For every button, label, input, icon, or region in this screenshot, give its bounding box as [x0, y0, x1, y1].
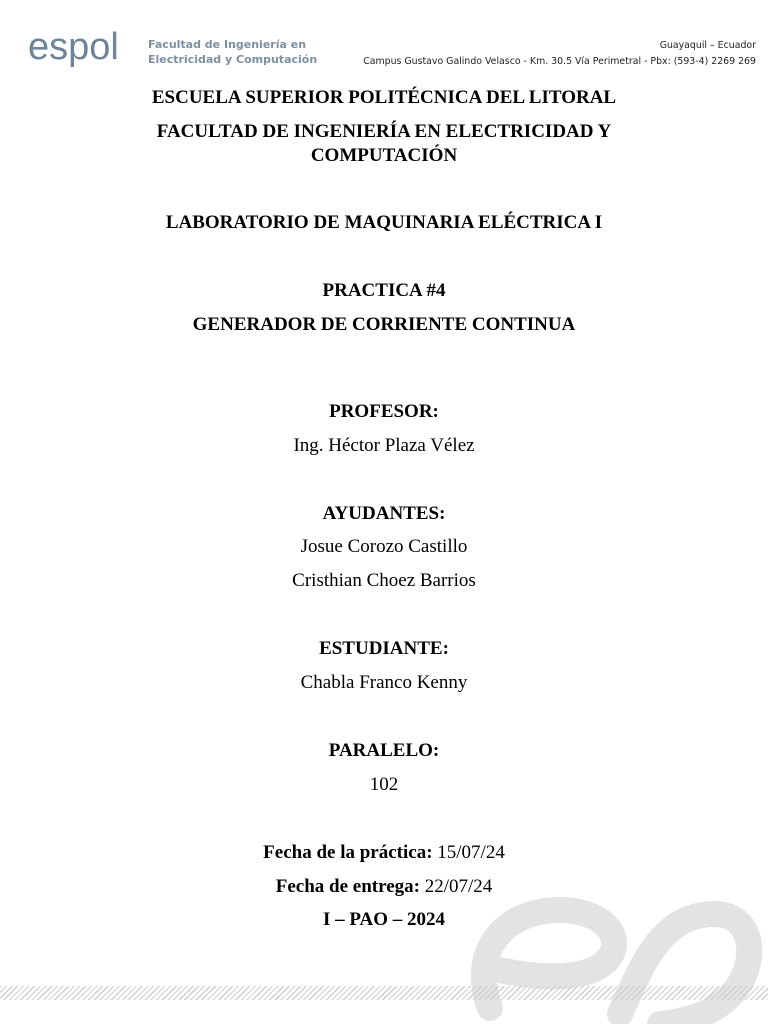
espol-logo	[28, 24, 328, 80]
faculty-name-line1: Facultad de Ingeniería en	[148, 38, 307, 51]
delivery-date-value: 22/07/24	[419, 876, 493, 897]
student-label: ESTUDIANTE:	[319, 638, 449, 659]
assistant-name-2: Cristhian Choez Barrios	[292, 570, 476, 591]
espol-watermark-icon	[470, 896, 768, 1024]
footer-hatch-border	[0, 986, 768, 1000]
practice-title: GENERADOR DE CORRIENTE CONTINUA	[192, 314, 576, 335]
practice-date-label: Fecha de la práctica:	[263, 842, 433, 863]
section-label: PARALELO:	[328, 740, 440, 761]
faculty-name-line2: Electricidad y Computación	[148, 53, 318, 66]
student-name: Chabla Franco Kenny	[300, 672, 468, 693]
location-text: Guayaquil – Ecuador	[659, 40, 756, 51]
delivery-date-label: Fecha de entrega:	[275, 876, 420, 897]
faculty-title-line2: COMPUTACIÓN	[310, 145, 458, 166]
faculty-name	[148, 37, 317, 67]
logo-wordmark: espol	[28, 26, 119, 68]
faculty-title-line1: FACULTAD DE INGENIERÍA EN ELECTRICIDAD Y	[156, 121, 612, 142]
professor-label: PROFESOR:	[329, 401, 439, 422]
contact-block	[363, 38, 756, 70]
practice-date-value: 15/07/24	[432, 842, 505, 863]
practice-date	[0, 841, 768, 865]
assistants-label: AYUDANTES:	[322, 503, 446, 524]
academic-term: I – PAO – 2024	[322, 909, 446, 930]
assistant-name-1: Josue Corozo Castillo	[300, 536, 468, 557]
university-title: ESCUELA SUPERIOR POLITÉCNICA DEL LITORAL	[151, 87, 617, 108]
practice-number: PRACTICA #4	[322, 280, 446, 301]
lab-title: LABORATORIO DE MAQUINARIA ELÉCTRICA I	[165, 212, 603, 233]
section-value: 102	[369, 774, 399, 795]
address-text: Campus Gustavo Galindo Velasco - Km. 30.5 Vía Perimetral - Pbx: (593-4) 2269 269	[363, 56, 756, 67]
professor-name: Ing. Héctor Plaza Vélez	[293, 435, 475, 456]
page-header	[0, 0, 768, 80]
